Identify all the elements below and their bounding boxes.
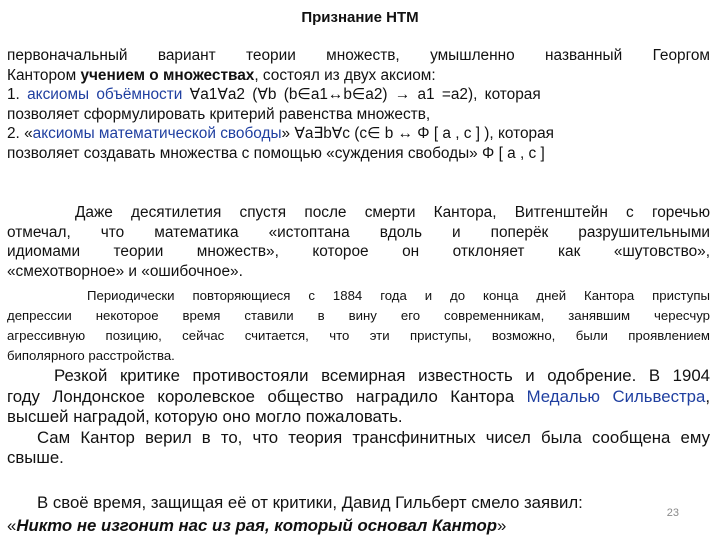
sylvester-medal-link[interactable]: Медалью Сильвестра xyxy=(526,386,706,406)
hilbert-quote: «Никто не изгонит нас из рая, который основал Кантор» xyxy=(7,516,507,535)
paragraph-axioms xyxy=(7,46,710,164)
recognition-line-1: Резкой критике противостояли всемирная известность и одобрение. В 1904 xyxy=(54,366,710,385)
hilbert-line-1: В своё время, защищая её от критики, Давид Гильберт смело заявил: xyxy=(37,493,583,512)
wittgenstein-line-2: отмечал, что математика «истоптана вдоль и поперёк разрушительными xyxy=(7,223,710,241)
axioms-line-2: Кантором учением о множествах, состоял из двух аксиом: xyxy=(7,66,436,84)
wittgenstein-line-4: «смехотворное» и «ошибочное». xyxy=(7,262,243,280)
depression-line-3: агрессивную позицию, сейчас считается, что эти приступы, возможно, были проявлением xyxy=(7,328,710,343)
page-number: 23 xyxy=(666,507,679,519)
paragraph-depression xyxy=(7,286,710,366)
depression-line-1: Периодически повторяющиеся с 1884 года и до конца дней Кантора приступы xyxy=(87,288,710,303)
axioms-line-5: 2. «аксиомы математической свободы» ∀a∃b∀c (c∈ b ↔ Φ [ a , c ] ), которая xyxy=(7,125,554,143)
paragraph-recognition xyxy=(7,366,710,469)
axioms-line-4: позволяет сформулировать критерий равенства множеств, xyxy=(7,105,431,123)
freedom-axiom-link[interactable]: аксиомы математической свободы xyxy=(32,125,282,143)
depression-line-4: биполярного расстройства. xyxy=(7,348,175,363)
hilbert-quote-text: Никто не изгонит нас из рая, который основал Кантор xyxy=(16,516,497,535)
paragraph-wittgenstein xyxy=(7,203,710,281)
recognition-line-2: году Лондонское королевское общество наградило Кантора Медалью Сильвестра, xyxy=(7,386,710,406)
axioms-line-6: позволяет создавать множества с помощью «суждения свободы» Φ [ a , c ] xyxy=(7,144,545,162)
recognition-line-3: высшей наградой, которую оно могло пожаловать. xyxy=(7,407,403,426)
page-title: Признание НТМ xyxy=(301,9,419,26)
recognition-line-4: Сам Кантор верил в то, что теория трансфинитных чисел была сообщена ему xyxy=(37,427,710,447)
recognition-line-5: свыше. xyxy=(7,448,64,467)
paragraph-hilbert xyxy=(7,491,710,537)
set-theory-term: учением о множествах xyxy=(80,66,255,84)
wittgenstein-line-3: идиомами теории множеств», которое он отклоняет как «шутовство», xyxy=(7,243,710,261)
wittgenstein-line-1: Даже десятилетия спустя после смерти Кантора, Витгенштейн с горечью xyxy=(75,204,710,221)
axioms-line-1: первоначальный вариант теории множеств, умышленно названный Георгом xyxy=(7,47,710,64)
extensionality-link[interactable]: аксиомы объёмности xyxy=(27,86,183,104)
axioms-line-3: 1. аксиомы объёмности ∀a1∀a2 (∀b (b∈a1↔b∈a2) → a1 =a2), которая xyxy=(7,86,541,104)
depression-line-2: депрессии некоторое время ставили в вину его современникам, занявшим чересчур xyxy=(7,308,710,323)
